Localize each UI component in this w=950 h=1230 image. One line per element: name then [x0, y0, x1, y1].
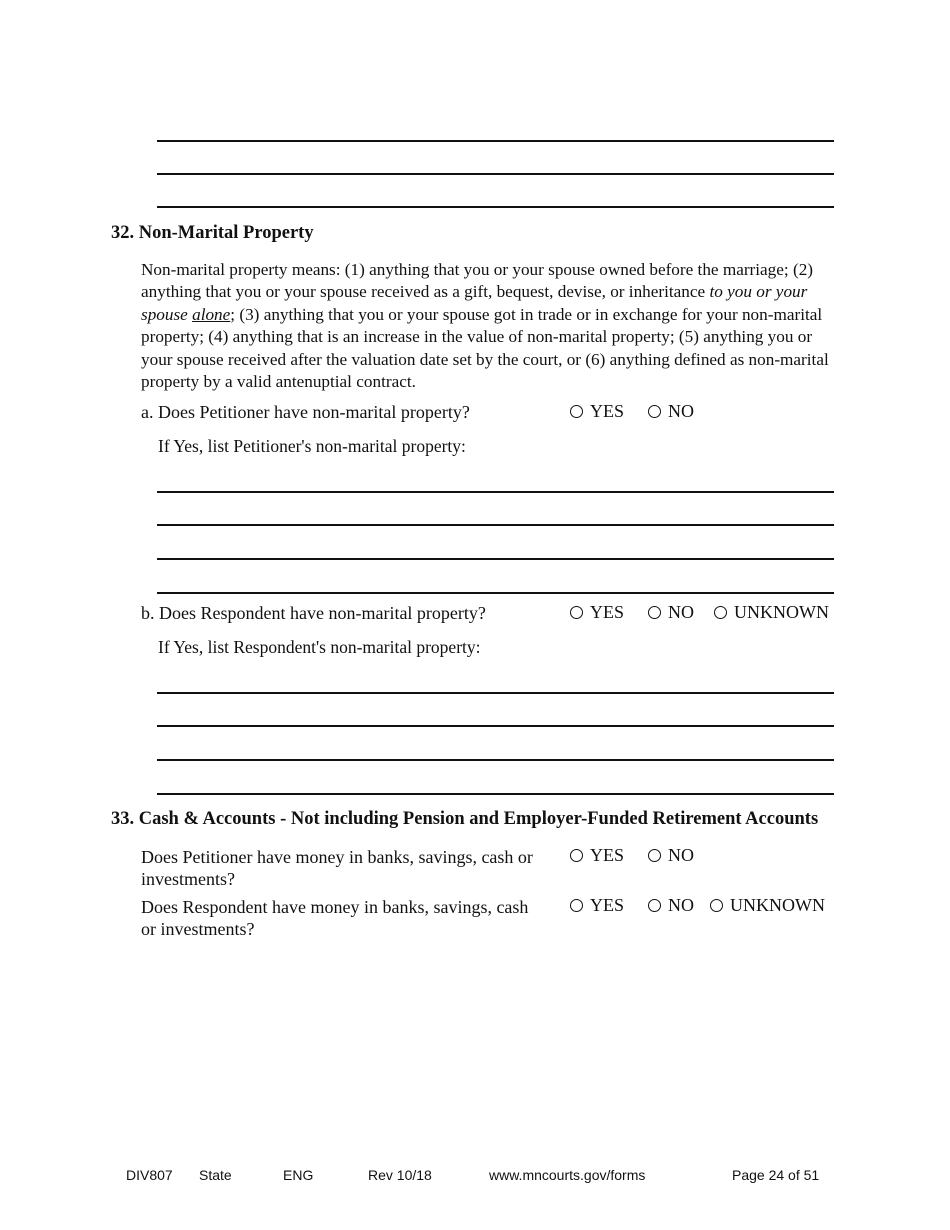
footer-form-id: DIV807	[126, 1167, 173, 1183]
respondent-list-prompt: If Yes, list Respondent's non-marital property:	[158, 637, 481, 657]
radio-icon[interactable]	[648, 849, 661, 862]
respondent-non-marital-question: b. Does Respondent have non-marital property?	[141, 603, 486, 623]
respondent-cash-no[interactable]: NO	[648, 895, 694, 916]
non-marital-definition: Non-marital property means: (1) anything that you or your spouse owned before the marriage; (2) anything that you or your spouse received as a gift, bequest, devise, or inheritance to you or your spouse alone; (3) anything that you or your spouse got in trade or in exchange for your non-marital property; (4) anything that is an increase in the value of non-marital property; (5) anything you or your spouse received after the valuation date set by the court, or (6) anything defined as non-marital property by a valid antenuptial contract.	[141, 260, 829, 392]
petitioner-property-line[interactable]	[157, 558, 834, 560]
petitioner-property-line[interactable]	[157, 491, 834, 493]
radio-icon[interactable]	[570, 405, 583, 418]
radio-icon[interactable]	[570, 606, 583, 619]
radio-icon[interactable]	[648, 405, 661, 418]
radio-icon[interactable]	[648, 606, 661, 619]
respondent-non-marital-no[interactable]: NO	[648, 602, 694, 623]
footer-website[interactable]: www.mncourts.gov/forms	[489, 1167, 646, 1183]
answer-line[interactable]	[157, 173, 834, 175]
respondent-non-marital-yes[interactable]: YES	[570, 602, 624, 623]
footer-page-number: Page 24 of 51	[732, 1167, 820, 1183]
answer-line[interactable]	[157, 206, 834, 208]
petitioner-cash-question: Does Petitioner have money in banks, savings, cash or investments?	[141, 847, 533, 889]
radio-icon[interactable]	[714, 606, 727, 619]
respondent-cash-question: Does Respondent have money in banks, savings, cash or investments?	[141, 897, 529, 939]
respondent-cash-yes[interactable]: YES	[570, 895, 624, 916]
petitioner-non-marital-question: a. Does Petitioner have non-marital property?	[141, 402, 470, 422]
radio-icon[interactable]	[570, 849, 583, 862]
petitioner-non-marital-no[interactable]: NO	[648, 401, 694, 422]
petitioner-property-line[interactable]	[157, 592, 834, 594]
section-32-heading: 32. Non-Marital Property	[111, 223, 314, 243]
petitioner-property-line[interactable]	[157, 524, 834, 526]
petitioner-non-marital-yes[interactable]: YES	[570, 401, 624, 422]
respondent-property-line[interactable]	[157, 725, 834, 727]
petitioner-cash-no[interactable]: NO	[648, 845, 694, 866]
petitioner-list-prompt: If Yes, list Petitioner's non-marital property:	[158, 436, 466, 456]
respondent-property-line[interactable]	[157, 793, 834, 795]
respondent-non-marital-unknown[interactable]: UNKNOWN	[714, 602, 829, 623]
footer-revision: Rev 10/18	[368, 1167, 432, 1183]
radio-icon[interactable]	[710, 899, 723, 912]
footer-language: ENG	[283, 1167, 314, 1183]
footer-jurisdiction: State	[199, 1167, 232, 1183]
petitioner-cash-yes[interactable]: YES	[570, 845, 624, 866]
answer-line[interactable]	[157, 140, 834, 142]
respondent-cash-unknown[interactable]: UNKNOWN	[710, 895, 825, 916]
radio-icon[interactable]	[570, 899, 583, 912]
respondent-property-line[interactable]	[157, 692, 834, 694]
respondent-property-line[interactable]	[157, 759, 834, 761]
section-33-heading: 33. Cash & Accounts - Not including Pension and Employer-Funded Retirement Accounts	[111, 809, 819, 829]
radio-icon[interactable]	[648, 899, 661, 912]
